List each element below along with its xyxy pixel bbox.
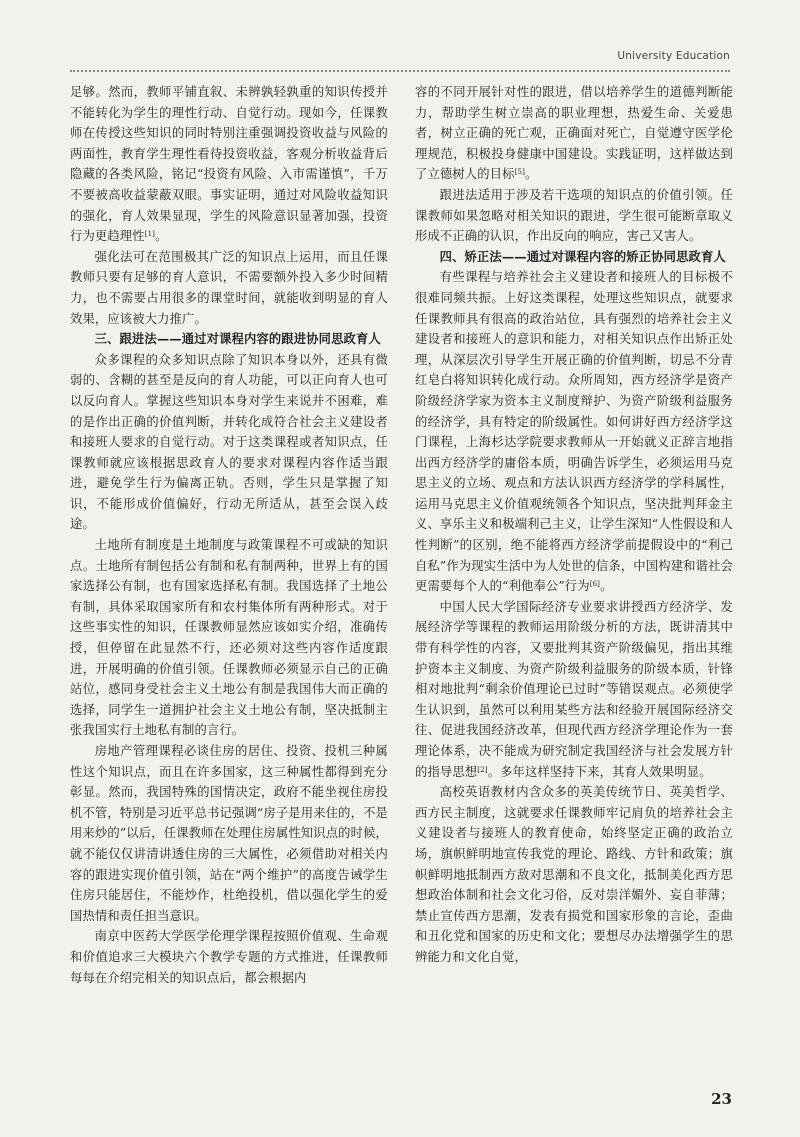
left-column: [70, 82, 388, 988]
paragraph: [415, 597, 733, 782]
paragraph-text: 众多课程的众多知识点除了知识本身以外，还具有微弱的、含糊的甚至是反向的育人功能，可以正向育人也可以反向育人。掌握这些知识本身对学生来说并不困难，难的是作出正确的价值判断，并转化成符合社会主义建设者和接班人要求的自觉行动。对于这类课程或者知识点，任课教师就应该根据思政育人的要求对课程内容作适当跟进，避免学生行为偏离正轨。否则，学生只是掌握了知识，不能形成价值偏好，行动无所适从，甚至会误入歧途。: [70, 352, 388, 532]
section-heading: [415, 247, 733, 268]
citation-marker: [1]: [144, 230, 156, 239]
paragraph-text: 中国人民大学国际经济专业要求讲授西方经济学、发展经济学等课程的教师运用阶级分析的方法，既讲清其中带有科学性的内容，又要批判其资产阶级偏见，指出其维护资本主义制度、为资产阶级利益服务的阶级本质，针锋相对地批判“剩余价值理论已过时”等错误观点。必须使学生认识到，虽然可以利用某些方法和经验开展国际经济交往、促进我国经济改革，但现代西方经济学理论作为一套理论体系，决不能成为研究制定我国经济与社会发展方针的指导思想: [415, 599, 733, 779]
paragraph-text: 强化法可在范围极其广泛的知识点上运用，而且任课教师只要有足够的育人意识，不需要额外投入多少时间精力，也不需要占用很多的课堂时间，就能收到明显的育人效果，应该被大力推广。: [70, 249, 388, 326]
paragraph-text: 三、跟进法——通过对课程内容的跟进协同思政育人: [94, 332, 381, 347]
paragraph-text: 土地所有制度是土地制度与政策课程不可或缺的知识点。土地所有制包括公有制和私有制两种，世界上有的国家选择公有制，也有国家选择私有制。我国选择了土地公有制，具体采取国家所有和农村集体所有两种形式。对于这些事实性的知识，任课教师显然应该如实介绍，准确传授，但停留在此显然不行，还必须对这些内容作适度跟进，开展明确的价值引领。任课教师必须显示自己的正确站位，感同身受社会主义土地公有制是我国伟大而正确的选择，同学生一道拥护社会主义土地公有制，坚决抵制主张我国实行土地私有制的言行。: [70, 538, 388, 738]
paragraph: [70, 247, 388, 329]
right-column: [415, 82, 733, 968]
paragraph: [415, 82, 733, 185]
header-dotted-rule: [70, 70, 730, 72]
paragraph-text: 容的不同开展针对性的跟进，借以培养学生的道德判断能力，帮助学生树立崇高的职业理想，热爱生命、关爱患者，树立正确的死亡观，正确面对死亡，自觉遵守医学伦理规范，积极投身健康中国建设。实践证明，这样做达到了立德树人的目标: [415, 85, 733, 182]
paragraph: [70, 82, 388, 247]
paragraph-text: 足够。然而，教师平铺直叙、未辨孰轻孰重的知识传授并不能转化为学生的理性行动、自觉行动。现如今，任课教师在传授这些知识的同时特别注重强调投资收益与风险的两面性，教育学生理性看待投资收益，客观分析收益背后隐藏的各类风险，铭记“投资有风险、入市需谨慎”，千万不要被高收益蒙蔽双眼。事实证明，通过对风险收益知识的强化，育人效果显现，学生的风险意识显著加强，投资行为更趋理性: [70, 85, 388, 244]
paragraph: [415, 782, 733, 967]
paragraph: [70, 741, 388, 926]
paragraph: [415, 185, 733, 247]
paragraph-tail: 。: [524, 167, 538, 182]
paragraph: [70, 350, 388, 535]
paragraph-text: 高校英语教材内含众多的英美传统节日、英美哲学、西方民主制度，这就要求任课教师牢记肩负的培养社会主义建设者与接班人的教育使命，始终坚定正确的政治立场，旗帜鲜明地宣传我党的理论、路线、方针和政策；旗帜鲜明地抵制西方敌对思潮和不良文化，抵制美化西方思想政治体制和社会文化习俗，反对崇洋媚外、妄自菲薄；禁止宣传西方思潮，发表有损党和国家形象的言论，歪曲和丑化党和国家的历史和文化；要想尽办法增强学生的思辨能力和文化自觉，: [415, 785, 733, 964]
section-heading: [70, 329, 388, 350]
citation-marker: [6]: [589, 580, 601, 589]
paragraph-tail: 。多年这样坚持下来，其育人效果明显。: [487, 764, 712, 779]
paragraph: [70, 535, 388, 741]
citation-marker: [5]: [514, 168, 525, 177]
paragraph-tail: 。: [600, 579, 613, 594]
paragraph-text: 南京中医药大学医学伦理学课程按照价值观、生命观和价值追求三大模块六个教学专题的方式推进，任课教师每每在介绍完相关的知识点后，都会根据内: [70, 929, 388, 985]
citation-marker: [2]: [477, 765, 488, 774]
paragraph-text: 跟进法适用于涉及若干选项的知识点的价值引领。任课教师如果忽略对相关知识的跟进，学生很可能断章取义形成不正确的认识，作出反向的响应，害己又害人。: [415, 187, 733, 244]
paragraph-tail: 。: [155, 229, 168, 244]
paragraph-text: 有些课程与培养社会主义建设者和接班人的目标极不很难同频共振。上好这类课程，处理这些知识点，就要求任课教师具有很高的政治站位，具有强烈的培养社会主义建设者和接班人的意识和能力，对相关知识点作出矫正处理，从深层次引导学生开展正确的价值判断，切忌不分青红皂白将知识转化成行动。众所周知，西方经济学是资产阶级经济学家为资本主义制度辩护、为资产阶级利益服务的经济学，具有特定的阶级属性。如何讲好西方经济学这门课程，上海杉达学院要求教师从一开始就义正辞言地指出西方经济学的庸俗本质，明确告诉学生，必须运用马克思主义的立场、观点和方法认识西方经济学的学科属性，运用马克思主义价值观统领各个知识点，坚决批判拜金主义、享乐主义和极端利己主义，让学生深知“人性假设和人性判断”的区别，绝不能将西方经济学前提假设中的“利己自私”作为现实生活中为人处世的信条，中国构建和谐社会更需要每个人的“利他奉公”行为: [415, 270, 733, 594]
page-number: 23: [711, 1090, 732, 1108]
paragraph: [70, 926, 388, 988]
paragraph-text: 四、矫正法——通过对课程内容的矫正协同思政育人: [439, 249, 726, 264]
paragraph: [415, 267, 733, 597]
journal-title: University Education: [617, 50, 730, 62]
paragraph-text: 房地产管理课程必谈住房的居住、投资、投机三种属性这个知识点，而且在许多国家，这三种属性都得到充分彰显。然而，我国特殊的国情决定，政府不能坐视住房投机不管，特别是习近平总书记强调“房子是用来住的，不是用来炒的”以后，任课教师在处理住房属性知识点的时候，就不能仅仅讲清讲透住房的三大属性，必须借助对相关内容的跟进实现价值引领，站在“两个维护”的高度告诫学生住房只能居住，不能炒作，杜绝投机，借以强化学生的爱国热情和责任担当意识。: [70, 744, 388, 923]
running-header: [70, 50, 730, 80]
